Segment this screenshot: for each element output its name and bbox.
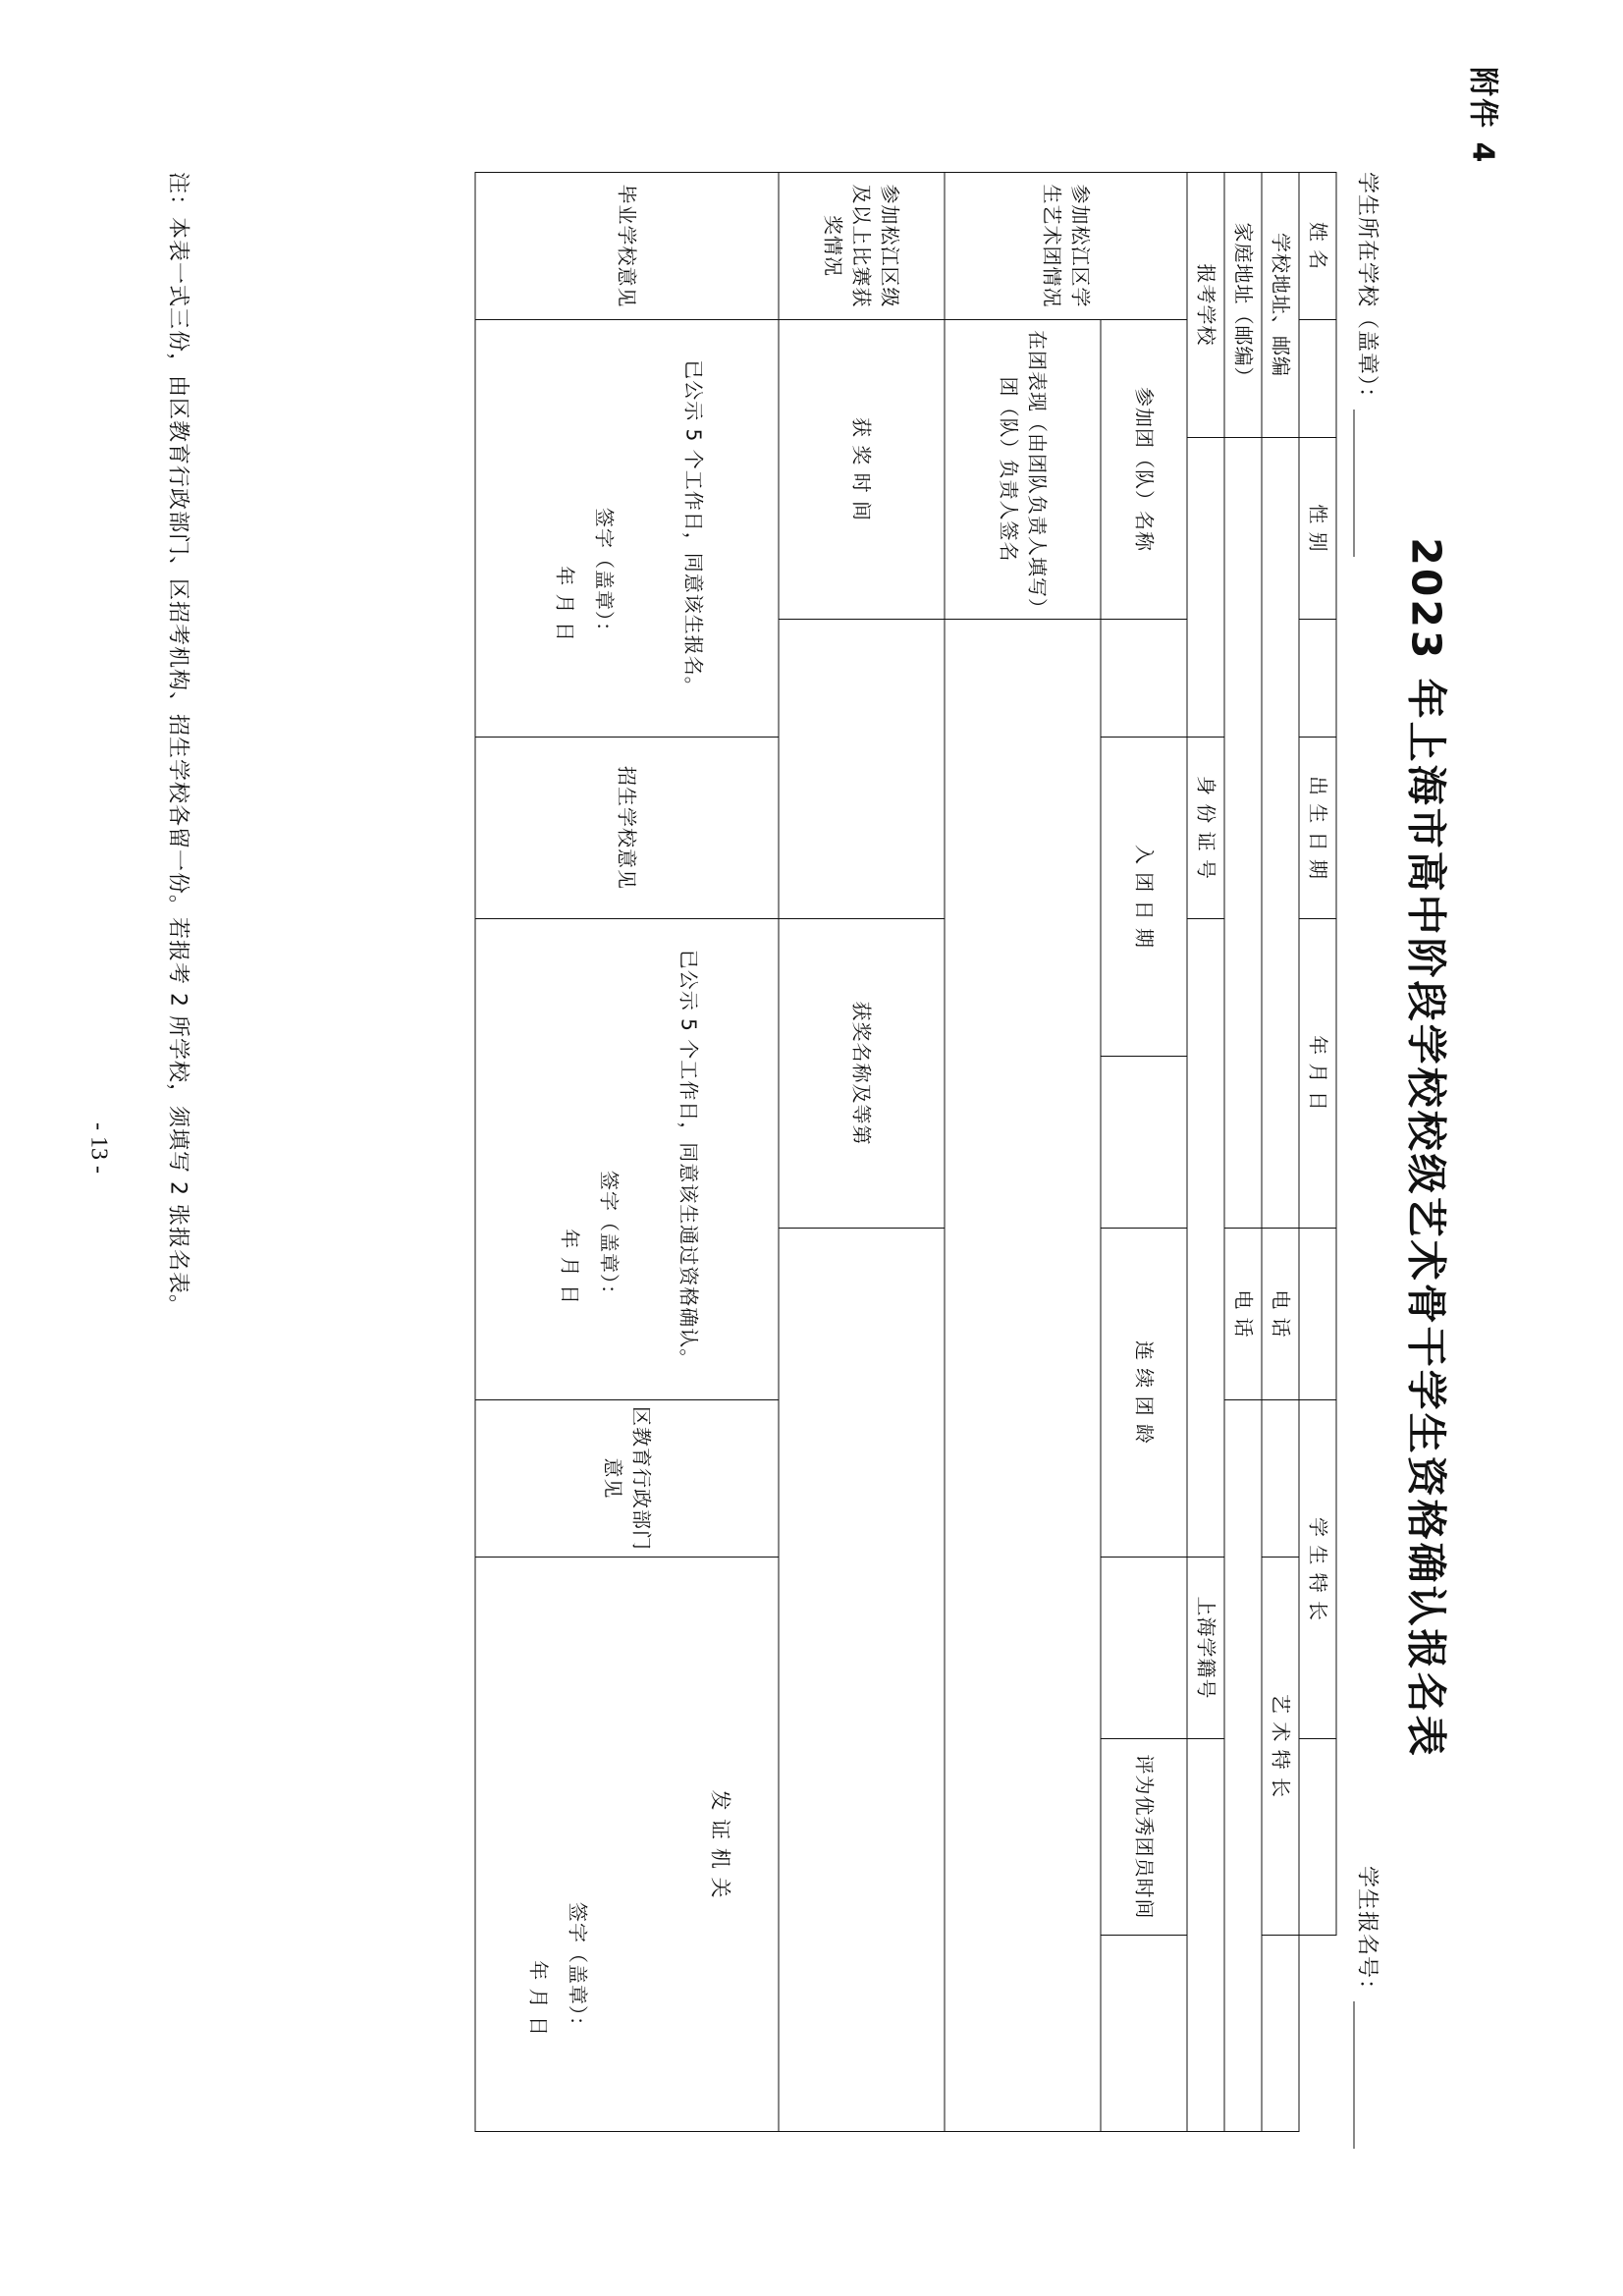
shanghai-id-value[interactable] [1187,1739,1224,2132]
attachment-label: 附件 4 [1465,67,1499,165]
league-section-label: 参加松江区学生艺术团情况 [945,173,1187,320]
birthdate-value[interactable]: 年 月 日 [1299,919,1336,1229]
apply-school-value[interactable] [1187,438,1224,738]
student-number-label: 学生报名号： [1354,1865,1379,2001]
school-address-value[interactable] [1262,438,1299,1229]
birthdate-extra[interactable] [1299,1229,1336,1400]
art-specialty-label: 艺 术 特 长 [1262,1558,1299,1936]
graduating-school-signature: 签字（盖章）： [592,508,617,642]
recruiting-school-opinion-label: 招生学校意见 [475,738,779,919]
school-address-label: 学校地址、邮编 [1262,173,1299,438]
graduating-school-opinion-label: 毕业学校意见 [475,173,779,320]
recruiting-school-opinion-text: 已公示 5 个工作日，同意该生通过资格确认。 [676,949,701,1370]
gender-label: 性 别 [1299,438,1336,620]
student-number-rule [1353,2001,1372,2149]
home-address-value[interactable] [1224,438,1262,1229]
table-row [1224,173,1262,2132]
league-years-label: 连 续 团 龄 [1101,1229,1187,1558]
school-field [1353,172,1383,557]
school-phone-value[interactable] [1262,1400,1299,1558]
league-performance-value[interactable] [945,620,1101,2132]
table-row [779,173,945,2132]
award-time-value[interactable] [779,620,945,919]
recruiting-school-date: 年 月 日 [558,1229,582,1305]
recruiting-school-signature: 签字（盖章）： [597,1171,622,1305]
graduating-school-opinion-text: 已公示 5 个工作日，同意该生报名。 [681,359,706,697]
district-education-opinion-cell[interactable] [475,1558,779,2132]
school-field-rule [1353,410,1372,557]
home-phone-label: 电 话 [1224,1229,1262,1400]
table-row [1299,173,1336,2132]
table-row [945,173,1101,2132]
id-number-value[interactable] [1187,919,1224,1558]
table-row [1262,173,1299,2132]
join-date-label: 入 团 日 期 [1101,738,1187,1057]
excellent-member-value[interactable] [1101,1936,1187,2132]
footer-note: 注：本表一式三份，由区教育行政部门、区招考机构、招生学校各留一份。若报考 2 所学校，须填写 2 张报名表。 [165,172,189,1317]
district-signature: 签字（盖章）： [565,1902,589,2038]
award-name-value[interactable] [779,1229,945,2132]
art-specialty-value[interactable] [1262,1936,1299,2132]
specialty-label: 学 生 特 长 [1299,1400,1336,1739]
table-row [475,173,779,2132]
issuing-authority-label: 发 证 机 关 [708,1789,732,1899]
gender-value[interactable] [1299,620,1336,738]
award-name-label: 获奖名称及等第 [779,919,945,1229]
header-row [1353,172,1383,2149]
page-number: - 13 - [85,1122,111,1174]
student-number-field [1353,1866,1383,2149]
apply-school-label: 报考学校 [1187,173,1224,438]
league-name-value[interactable] [1101,620,1187,738]
graduating-school-opinion-cell[interactable] [475,320,779,738]
league-name-label: 参加团（队）名称 [1101,320,1187,620]
name-value[interactable] [1299,320,1336,438]
name-label: 姓 名 [1299,173,1336,320]
birthdate-label: 出 生 日 期 [1299,738,1336,919]
home-address-label: 家庭地址（邮编） [1224,173,1262,438]
table-row [1101,173,1187,2132]
home-phone-value[interactable] [1224,1400,1262,2132]
id-number-label: 身 份 证 号 [1187,738,1224,919]
school-phone-label: 电 话 [1262,1229,1299,1400]
join-date-value[interactable] [1101,1057,1187,1229]
award-time-label: 获 奖 时 间 [779,320,945,620]
recruiting-school-opinion-cell[interactable] [475,919,779,1400]
specialty-value[interactable] [1299,1739,1336,1936]
table-row [1187,173,1224,2132]
registration-form-table [474,172,1336,2132]
school-field-label: 学生所在学校（盖章）： [1354,172,1379,410]
page-title: 2023 年上海市高中阶段学校校级艺术骨干学生资格确认报名表 [1402,537,1449,1759]
league-performance-label: 在团表现（由团队负责人填写）团（队）负责人签名 [945,320,1101,620]
league-years-value[interactable] [1101,1558,1187,1739]
district-education-opinion-label: 区教育行政部门意见 [475,1400,779,1558]
shanghai-id-label: 上海学籍号 [1187,1558,1224,1739]
district-date: 年 月 日 [525,1960,550,2038]
excellent-member-label: 评为优秀团员时间 [1101,1739,1187,1936]
award-section-label: 参加松江区级及以上比赛获奖情况 [779,173,945,320]
graduating-school-date: 年 月 日 [553,566,577,642]
